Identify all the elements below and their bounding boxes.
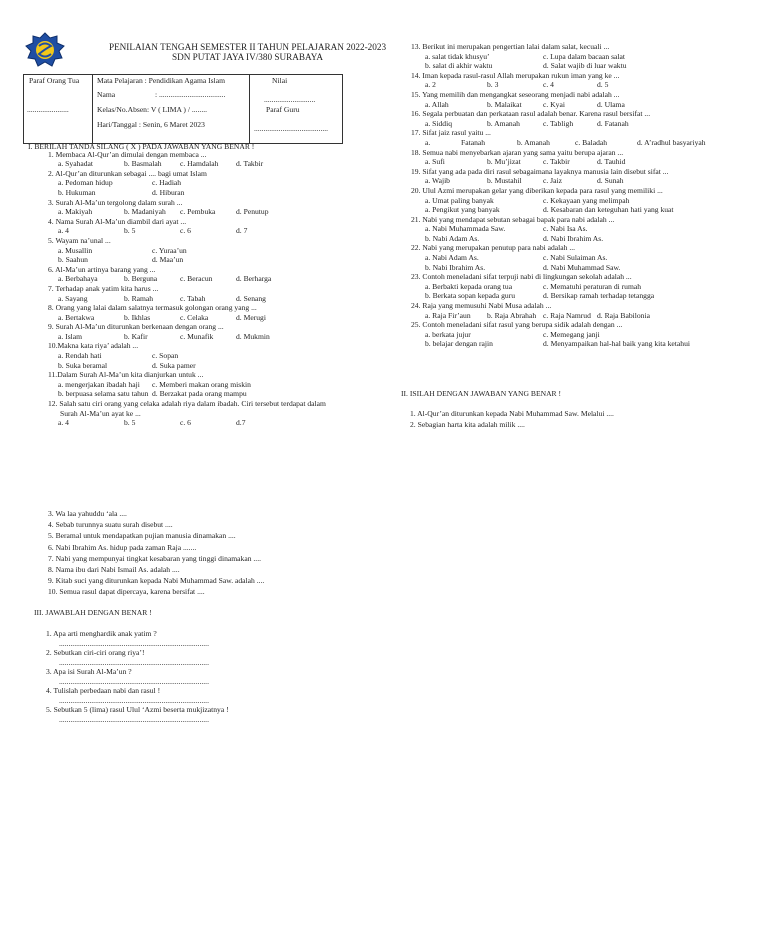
fill-in-question: 10. Semua rasul dapat dipercaya, karena bersifat .... bbox=[48, 587, 205, 597]
answer-line[interactable]: ............................................................................... bbox=[59, 714, 209, 724]
answer-option[interactable]: c. Sopan bbox=[152, 351, 179, 361]
answer-option[interactable]: a. Nabi Adam As. bbox=[425, 253, 479, 263]
answer-option[interactable]: d. A’radhul basyariyah bbox=[637, 137, 706, 147]
answer-option[interactable]: a. berkata jujur bbox=[425, 329, 471, 339]
question-text: 13. Berikut ini merupakan pengertian lalai dalam salat, kecuali ... bbox=[411, 42, 610, 51]
answer-option[interactable]: d. 7 bbox=[236, 226, 248, 236]
answer-option[interactable]: b. Madaniyah bbox=[124, 207, 166, 217]
answer-option[interactable]: c. Kekayaan yang melimpah bbox=[543, 195, 630, 205]
answer-option[interactable]: c. Munafik bbox=[180, 331, 214, 341]
question-text: 25. Contoh meneladani sifat rasul yang berupa sidik adalah dengan ... bbox=[411, 320, 623, 330]
fill-in-question: 7. Nabi yang mempunyai tingkat kesabaran yang tinggi dinamakan .... bbox=[48, 553, 261, 563]
answer-option[interactable]: a. Nabi Muhammada Saw. bbox=[425, 224, 506, 234]
answer-option[interactable]: c. Baladah bbox=[575, 137, 608, 147]
right-column bbox=[401, 43, 741, 350]
answer-option[interactable]: b. Amanah bbox=[487, 118, 520, 128]
fill-in-question: 5. Beramal untuk mendapatkan pujian manusia dinamakan .... bbox=[48, 531, 236, 541]
answer-option[interactable]: c. 4 bbox=[543, 80, 554, 90]
question-text: 9. Surah Al-Ma’un diturunkan berkenaan dengan orang ... bbox=[48, 322, 224, 332]
answer-option[interactable]: c. Tabah bbox=[180, 293, 206, 303]
answer-option[interactable]: b. 5 bbox=[124, 226, 136, 236]
answer-option[interactable]: a. Pedoman hidup bbox=[58, 178, 113, 188]
answer-option[interactable]: b. 5 bbox=[124, 418, 136, 428]
answer-option[interactable]: c. Takbir bbox=[543, 157, 570, 167]
fill-in-question: 1. Al-Qur’an diturunkan kepada Nabi Muhammad Saw. Melalui .... bbox=[410, 409, 614, 418]
answer-option[interactable]: c. Kyai bbox=[543, 99, 565, 109]
left-column bbox=[26, 143, 366, 429]
question-text-cont: Surah Al-Ma’un ayat ke ... bbox=[60, 408, 141, 418]
question-text: 23. Contoh meneladani sifat terpuji nabi di lingkungan sekolah adalah ... bbox=[411, 272, 632, 282]
answer-option[interactable]: a. Makiyah bbox=[58, 207, 93, 217]
answer-option[interactable]: d. Maa’un bbox=[152, 255, 184, 265]
answer-option[interactable]: d. Fatanah bbox=[597, 118, 629, 128]
answer-option[interactable]: a. Bertakwa bbox=[58, 312, 95, 322]
answer-option[interactable]: a. Sufi bbox=[425, 157, 445, 167]
question-text: 16. Segala perbuatan dan perkataan rasul adalah benar. Karena rasul bersifat ... bbox=[411, 109, 651, 119]
section2-left-items bbox=[48, 510, 264, 600]
answer-option[interactable]: d. Berzakat pada orang mampu bbox=[152, 389, 247, 399]
answer-option[interactable]: b. salat di akhir waktu bbox=[425, 61, 493, 71]
question-text: 10.Makna kata riya’ adalah ... bbox=[48, 341, 139, 351]
answer-option[interactable]: a. bbox=[425, 137, 431, 147]
section3-items bbox=[46, 630, 229, 725]
class-field: Kelas/No.Absen: V ( LIMA ) / ........ bbox=[97, 105, 208, 114]
answer-option[interactable]: b. Basmalah bbox=[124, 159, 162, 169]
fill-in-question: 4. Sebab turunnya suatu surah disebut .... bbox=[48, 520, 173, 530]
answer-option[interactable]: d. Takbir bbox=[236, 159, 264, 169]
date-field: Hari/Tanggal : Senin, 6 Maret 2023 bbox=[97, 120, 205, 129]
answer-option[interactable]: a. Wajib bbox=[425, 176, 450, 186]
section3-title: III. JAWABLAH DENGAN BENAR ! bbox=[34, 608, 152, 617]
school-name: SDN PUTAT JAYA IV/380 SURABAYA bbox=[171, 52, 324, 62]
teacher-signature-label: Paraf Guru bbox=[266, 105, 300, 114]
question-text: 19. Sifat yang ada pada diri rasul sebagaimana layaknya manusia lain disebut sifat ... bbox=[411, 166, 669, 176]
answer-option[interactable]: d. Nabi Ibrahim As. bbox=[543, 233, 604, 243]
answer-option[interactable]: d. Nabi Muhammad Saw. bbox=[543, 262, 621, 272]
answer-option[interactable]: c. Yuraa’un bbox=[152, 245, 187, 255]
answer-option[interactable]: c. Pembuka bbox=[180, 207, 216, 217]
section2-right-items bbox=[410, 410, 614, 432]
answer-option[interactable]: c. Memberi makan orang miskin bbox=[152, 379, 251, 389]
answer-option[interactable]: a. Islam bbox=[58, 331, 83, 341]
question-text: 6. Al-Ma’un artinya barang yang ... bbox=[48, 264, 156, 274]
exam-title: PENILAIAN TENGAH SEMESTER II TAHUN PELAJARAN 2022-2023 bbox=[108, 42, 387, 52]
subject-field: Mata Pelajaran : Pendidikan Agama Islam bbox=[97, 76, 226, 85]
answer-option[interactable]: c. Jaiz bbox=[543, 176, 562, 186]
answer-option[interactable]: b. Ikhlas bbox=[124, 312, 151, 322]
answer-option[interactable]: a. mengerjakan ibadah haji bbox=[58, 379, 140, 389]
answer-option[interactable]: c. Hadiah bbox=[152, 178, 182, 188]
fill-in-question: 6. Nabi Ibrahim As. hidup pada zaman Raja ....... bbox=[48, 542, 197, 552]
left-questions bbox=[26, 151, 366, 429]
answer-option[interactable]: a. 2 bbox=[425, 80, 436, 90]
school-emblem-icon bbox=[24, 32, 66, 68]
answer-option[interactable]: a. Musallin bbox=[58, 245, 93, 255]
fill-in-question: 8. Nama ibu dari Nabi Ismail As. adalah .... bbox=[48, 564, 180, 574]
answer-option[interactable]: c. Nabi Isa As. bbox=[543, 224, 588, 234]
question-text: 7. Terhadap anak yatim kita harus ... bbox=[48, 283, 159, 293]
answer-option[interactable]: a. Allah bbox=[425, 99, 449, 109]
answer-option[interactable]: d. Raja Babilonia bbox=[597, 310, 650, 320]
score-line: ........................... bbox=[264, 95, 316, 104]
question-text: 8. Orang yang lalai dalam salatnya termasuk golongan orang yang ... bbox=[48, 303, 257, 313]
question-text: 21. Nabi yang mendapat sebutan sebagai bapak para nabi adalah ... bbox=[411, 214, 615, 224]
question-text: 22. Nabi yang merupakan penutup para nabi adalah ... bbox=[411, 243, 576, 253]
question-text: 5. Wayam na’unal ... bbox=[48, 235, 111, 245]
name-field: : ................................... bbox=[155, 90, 226, 99]
answer-option[interactable]: b. 3 bbox=[487, 80, 499, 90]
fill-in-question: 3. Wa laa yahuddu ‘ala .... bbox=[48, 509, 127, 518]
answer-option[interactable]: c. 6 bbox=[180, 226, 191, 236]
answer-option[interactable]: c. Tabligh bbox=[543, 118, 574, 128]
answer-option[interactable]: a. 4 bbox=[58, 226, 69, 236]
section2-title: II. ISILAH DENGAN JAWABAN YANG BENAR ! bbox=[401, 389, 562, 398]
answer-option[interactable]: c. Lupa dalam bacaan salat bbox=[543, 51, 626, 61]
answer-option[interactable]: d. Kesabaran dan keteguhan hati yang kuat bbox=[543, 205, 674, 215]
answer-option[interactable]: d. Salat wajib di luar waktu bbox=[543, 61, 627, 71]
teacher-signature-line: ....................................... bbox=[254, 124, 329, 133]
answer-option[interactable]: b. Ramah bbox=[124, 293, 154, 303]
answer-option[interactable]: c. Nabi Sulaiman As. bbox=[543, 253, 608, 263]
answer-option[interactable]: b. Saahun bbox=[58, 255, 88, 265]
answer-option[interactable]: a. Berbahaya bbox=[58, 274, 98, 284]
answer-option[interactable]: d. Tauhid bbox=[597, 157, 626, 167]
answer-option[interactable]: Fatanah bbox=[461, 137, 486, 147]
answer-option[interactable]: b. Raja Abrahah bbox=[487, 310, 537, 320]
parent-signature-line: ...................... bbox=[27, 105, 69, 114]
answer-option[interactable]: a. Umat paling banyak bbox=[425, 195, 494, 205]
answer-line[interactable]: ............................................................................... bbox=[59, 657, 209, 667]
answer-option[interactable]: c. Memegang janji bbox=[543, 329, 600, 339]
answer-option[interactable]: a. Raja Fir’aun bbox=[425, 310, 471, 320]
essay-question: 3. Apa isi Surah Al-Ma’un ? bbox=[46, 667, 132, 676]
parent-signature-label: Paraf Orang Tua bbox=[29, 76, 80, 85]
question-text: 17. Sifat jaiz rasul yaitu ... bbox=[411, 128, 491, 138]
essay-question: 4. Tulislah perbedaan nabi dan rasul ! bbox=[46, 686, 161, 695]
answer-option[interactable]: c. Mematuhi peraturan di rumah bbox=[543, 281, 642, 291]
question-text: 1. Membaca Al-Qur’an dimulai dengan membaca ... bbox=[48, 149, 207, 159]
identity-box bbox=[23, 74, 343, 144]
question-text: 20. Ulul Azmi merupakan gelar yang diberikan kepada para rasul yang memiliki ... bbox=[411, 185, 663, 195]
answer-option[interactable]: d. 5 bbox=[597, 80, 609, 90]
answer-option[interactable]: b. Nabi Ibrahim As. bbox=[425, 262, 486, 272]
answer-option[interactable]: d. Mukmin bbox=[236, 331, 270, 341]
option-row bbox=[26, 419, 366, 429]
answer-option[interactable]: c. Beracun bbox=[180, 274, 213, 284]
answer-option[interactable]: d. Sunah bbox=[597, 176, 624, 186]
answer-option[interactable]: d. Ulama bbox=[597, 99, 625, 109]
answer-option[interactable]: d. Menyampaikan hal-hal baik yang kita ketahui bbox=[543, 339, 690, 349]
answer-option[interactable]: a. Syahadat bbox=[58, 159, 94, 169]
section1-title: I. BERILAH TANDA SILANG ( X ) PADA JAWABAN YANG BENAR ! bbox=[28, 142, 255, 151]
answer-option[interactable]: b. Mustahil bbox=[487, 176, 522, 186]
answer-option[interactable]: d.7 bbox=[236, 418, 246, 428]
answer-option[interactable]: a. Rendah hati bbox=[58, 351, 102, 361]
fill-in-question: 2. Sebagian harta kita adalah milik .... bbox=[410, 420, 525, 430]
right-questions bbox=[401, 43, 741, 350]
answer-option[interactable]: d. Berharga bbox=[236, 274, 272, 284]
answer-option[interactable]: c. Hamdalah bbox=[180, 159, 219, 169]
score-label: Nilai bbox=[272, 76, 288, 85]
answer-option[interactable]: b. Malaikat bbox=[487, 99, 522, 109]
answer-line[interactable]: ............................................................................... bbox=[59, 676, 209, 686]
answer-option[interactable]: b. Suka beramal bbox=[58, 360, 108, 370]
question-text: 15. Yang memilih dan mengangkat seseorang menjadi nabi adalah ... bbox=[411, 89, 620, 99]
essay-question: 2. Sebutkan ciri-ciri orang riya’! bbox=[46, 648, 145, 657]
question-text: 14. Iman kepada rasul-rasul Allah merupakan rukun iman yang ke ... bbox=[411, 70, 620, 80]
answer-option[interactable]: a. salat tidak khusyu’ bbox=[425, 51, 490, 61]
question-text: 12. Salah satu ciri orang yang celaka adalah riya dalam ibadah. Ciri tersebut terdapat dalam bbox=[48, 399, 326, 409]
answer-option[interactable]: a. Pengikut yang banyak bbox=[425, 205, 500, 215]
answer-option[interactable]: a. Siddiq bbox=[425, 118, 453, 128]
answer-option[interactable]: a. Berbakti kepada orang tua bbox=[425, 281, 513, 291]
answer-option[interactable]: b. Nabi Adam As. bbox=[425, 233, 480, 243]
answer-line[interactable]: ............................................................................... bbox=[59, 695, 209, 705]
option-row bbox=[401, 340, 741, 350]
answer-option[interactable]: c. Celaka bbox=[180, 312, 209, 322]
answer-option[interactable]: b. Kafir bbox=[124, 331, 148, 341]
answer-option[interactable]: a. Sayang bbox=[58, 293, 88, 303]
answer-option[interactable]: c. 6 bbox=[180, 418, 191, 428]
question-text: 3. Surah Al-Ma’un tergolong dalam surah ... bbox=[48, 197, 183, 207]
question-text: 2. Al-Qur’an diturunkan sebagai .... bagi umat Islam bbox=[48, 168, 207, 178]
answer-option[interactable]: b. Berkata sopan kepada guru bbox=[425, 291, 516, 301]
answer-option[interactable]: a. 4 bbox=[58, 418, 69, 428]
answer-option[interactable]: d. Penutup bbox=[236, 207, 269, 217]
answer-option[interactable]: b. belajar dengan rajin bbox=[425, 339, 493, 349]
answer-option[interactable]: b. berpuasa selama satu tahun bbox=[58, 389, 149, 399]
answer-option[interactable]: d. Merugi bbox=[236, 312, 266, 322]
essay-question: 1. Apa arti menghardik anak yatim ? bbox=[46, 629, 157, 638]
answer-option[interactable]: d. Bersikap ramah terhadap tetangga bbox=[543, 291, 655, 301]
answer-option[interactable]: b. Amanah bbox=[517, 137, 550, 147]
answer-option[interactable]: d. Suka pamer bbox=[152, 360, 196, 370]
question-text: 24. Raja yang memusuhi Nabi Musa adalah ... bbox=[411, 301, 552, 311]
name-label: Nama bbox=[97, 90, 116, 99]
answer-option[interactable]: b. Berguna bbox=[124, 274, 158, 284]
question-text: 11.Dalam Surah Al-Ma’un kita dianjurkan untuk ... bbox=[48, 370, 204, 380]
answer-option[interactable]: b. Mu’jizat bbox=[487, 157, 521, 167]
question-text: 18. Semua nabi menyebarkan ajaran yang sama yaitu berupa ajaran ... bbox=[411, 147, 624, 157]
fill-in-question: 9. Kitab suci yang diturunkan kepada Nabi Muhammad Saw. adalah .... bbox=[48, 576, 265, 586]
question-text: 4. Nama Surah Al-Ma’un diambil dari ayat ... bbox=[48, 216, 187, 226]
answer-option[interactable]: d. Hiburan bbox=[152, 187, 185, 197]
essay-question: 5. Sebutkan 5 (lima) rasul Ulul ‘Azmi beserta mukjizatnya ! bbox=[46, 705, 229, 714]
answer-option[interactable]: d. Senang bbox=[236, 293, 266, 303]
answer-line[interactable]: ............................................................................... bbox=[59, 638, 209, 648]
answer-option[interactable]: b. Hukuman bbox=[58, 187, 96, 197]
answer-option[interactable]: c. Raja Namrud bbox=[543, 310, 591, 320]
